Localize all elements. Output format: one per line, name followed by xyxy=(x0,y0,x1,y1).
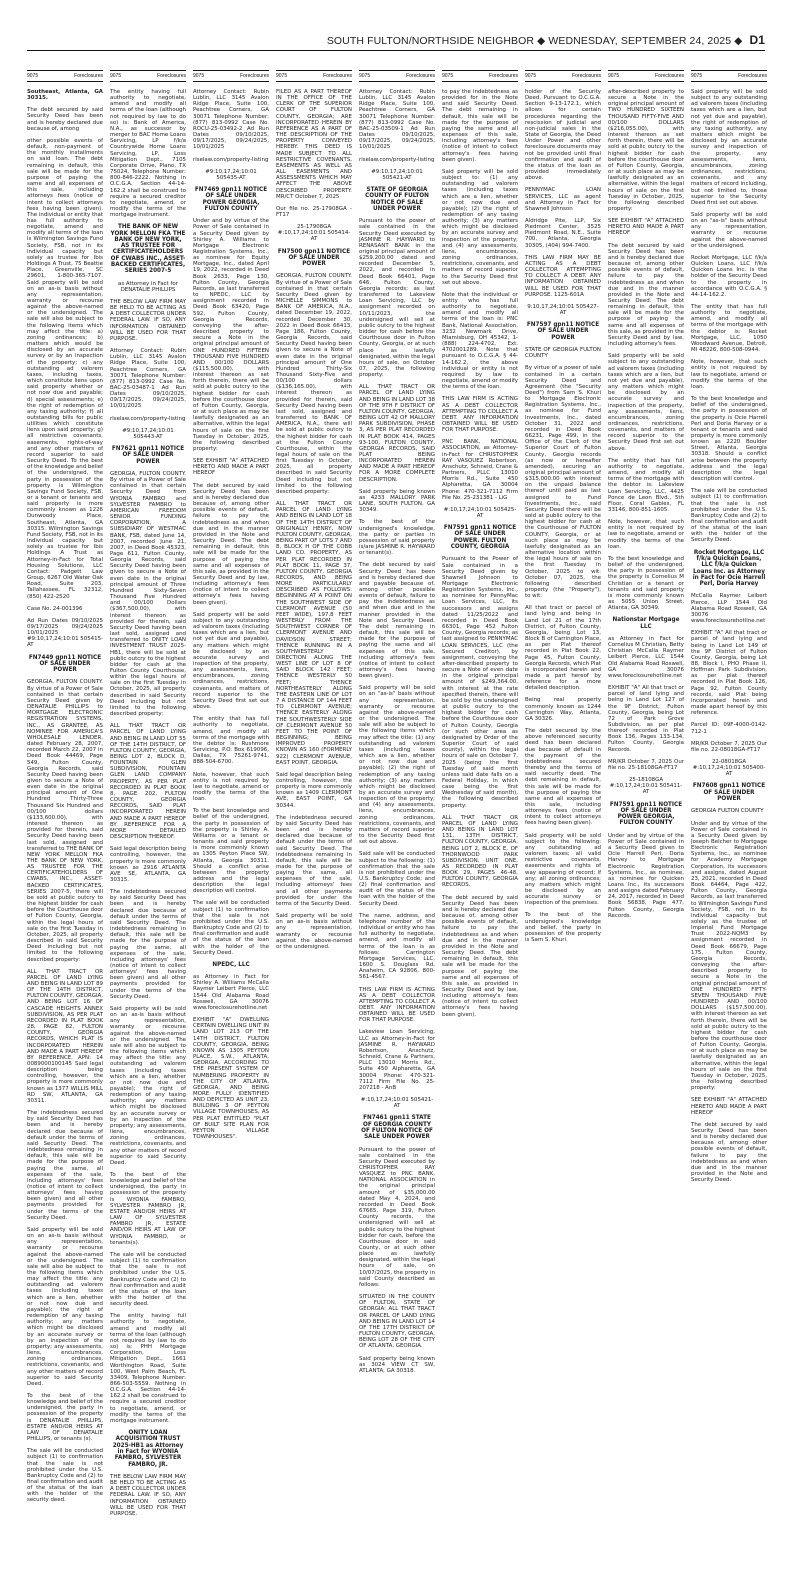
classified-category: Foreclosures xyxy=(157,73,186,79)
notice-paragraph: Note that the individual or entity who has full authority to negotiate, amend and modify all terms of the loan is: PNC Bank, National Association, 3232 Newmark Drive, Miamisburg, OH 45342, 1-(888) 224-4702, Ext. 4702001289. Note that pursuant to O.C.G.A. § 44-14-162.2, the above individual or entity is not required by law to negotiate, amend or modify the terms of the loan. xyxy=(442,291,518,391)
classified-category: Foreclosures xyxy=(572,73,601,79)
notice-heading: FN7461 gpn11 STATE OF GEORGIA COUNTY OF FULTON NOTICE OF SALE UNDER POWER xyxy=(361,1115,433,1141)
notice-paragraph: ALL THAT TRACT OR PARCEL OF LAND LYING AND BEING IN LAND LOT 131, 13TH DISTRICT, FULTON COUNTY, GEORGIA, BEING LOT 2, BLOCK E, OF THORNWOOD PARK SUBDIVISION, UNIT ONE, AS RECORDED IN PLAT BOOK 29, PAGES 46-48, FULTON COUNTY, GEORGIA RECORDS. xyxy=(442,814,518,889)
notice-paragraph: SEE EXHIBIT "A" ATTACHED HERETO AND MADE A PART HEREOF xyxy=(691,1097,767,1116)
notice-paragraph: Said property will be sold on an "as-is" basis without any representation, warranty or recourse against the above-named or the undersigned. The sale will also be subject to the following items which may affect the title: (1) any outstanding ad valorem taxes (including taxes which are a lien, whether or not now due and payable); (2) the right of redemption of any taxing authority; (3) any matters which might be disclosed by an accurate survey and inspection of the property; and (4) any assessments, liens, encumbrances, zoning ordinances, restrictions, covenants, and matters of record superior to the Security Deed first set out above. xyxy=(359,685,435,846)
notice-paragraph: EXHIBIT "A" All that tract or parcel of land lying and being in Land Lot 127 of the 9F District, Fulton County, Georgia, being Lot 72 of Park Grove Subdivision, as per plat thereof recorded in Plat Book 136, Pages 133-134, Fulton County, Georgia Records. xyxy=(608,685,684,753)
classified-code: 9075 xyxy=(276,73,288,79)
column-header xyxy=(691,70,767,82)
notice-paragraph: PENNYMAC LOAN SERVICES, LLC as agent and Attorney in Fact for Shawnell Johnson xyxy=(525,187,601,212)
notice-paragraph: To the best of the knowledge and belief of the undersigned, the party in possession of the property is WYONIA FAMBRO, SYLVESTER FAMBRO JR, ESTATE AND/OR HEIRS AT LAW OF SYLVESTER FAMBRO JR, ESTATE AND/OR HEIRS AT LAW OF WYONIA FAMBRO, or tenants(s). xyxy=(110,1172,186,1246)
notice-paragraph: as Attorney in Fact for DENATALIE PHILLIPS xyxy=(118,280,178,293)
classified-code: 9075 xyxy=(525,73,537,79)
notice-paragraph: 9:10,17,24;10:01 505427-AT xyxy=(527,303,599,316)
classified-code: 9075 xyxy=(691,73,703,79)
notice-heading: FN7591 gpn11 NOTICE OF SALE UNDER POWER GEORGIA, FULTON COUNTY xyxy=(609,801,683,827)
notice-paragraph: 25-17908GA #:10,17,24;10:01 505414-AT xyxy=(277,224,351,243)
notice-paragraph: SEE EXHIBIT "A" ATTACHED HERETO AND MADE A PART HEREOF xyxy=(608,218,684,237)
notice-paragraph: To the best knowledge and belief of the undersigned, the party in possession of the property is Cornelius M Christian or a tenant or tenants and said property is more commonly known as 5055 Union Street, Atlanta, GA 30349. xyxy=(608,555,684,612)
notice-paragraph: Attorney Contact: Rubin Lublin, LLC 3145 Avalon Ridge Place, Suite 100, Peachtree Corners, GA 30071 Telephone Number: (877) 813-0992 Case No. BAC-25-03509-1 Ad Run Dates 09/10/2025, 09/17/2025, 09/24/2025, 10/01/2025 xyxy=(359,89,435,151)
notice-paragraph: THE BELOW LAW FIRM MAY BE HELD TO BE ACTING AS A DEBT COLLECTOR UNDER FEDERAL LAW. IF SO, ANY INFORMATION OBTAINED WILL BE USED FOR THAT PURPOSE. xyxy=(110,298,186,342)
notice-paragraph: THIS LAW FIRM MAY BE ACTING AS A DEBT COLLECTOR ATTEMPTING TO COLLECT A DEBT. ANY INFORMATION OBTAINED WILL BE USED FOR THAT PURPOSE. 1125-601A xyxy=(525,254,601,298)
notice-paragraph: #9:10,17,24;10:01 505421-AT xyxy=(371,168,423,181)
notice-paragraph: The sale will be conducted subject (1) to confirmation that the sale is not prohibited under the U.S. Bankruptcy Code and (2) to final confirmation and audit of the status of the loan with the holder of the Security Deed. xyxy=(193,900,269,956)
notice-heading: FN7469 gpn11 NOTICE OF SALE UNDER POWER GEORGIA, FULTON COUNTY xyxy=(194,187,268,212)
notice-paragraph: as Attorney in Fact for Shirley A. Williams McCalla Raymer Leibert Pierce, LLC 1544 Old Alabama Road Roswell, GA 30076 www.foreclosurehotline.net xyxy=(193,974,269,1011)
notice-paragraph: #:10,17,24;10:01 505425-AT xyxy=(443,506,517,519)
notice-paragraph: Said property will be sold on an as-is basis without any representation, warranty or recourse against the above-named or the undersigned. xyxy=(276,913,352,950)
issue-date: WEDNESDAY, SEPTEMBER 24, 2025 xyxy=(548,35,732,47)
notice-paragraph: as Attorney in Fact for Cornelius M Christian, Betty Christian McCalla Raymer Leibert Pierce, LLC 1544 Old Alabama Road Roswell, GA 30076 www.foreclosurehotline.net xyxy=(608,635,684,679)
notice-paragraph: Said property being known as 4233 MALLORY PARK LANE, SOUTH FULTON, GA 30349. xyxy=(359,488,435,514)
notice-paragraph: Rocket Mortgage, LLC f/k/a Quicken Loans, LLC f/k/a Quicken Loans Inc. is the holder of the Security Deed to the property in accordance with O.C.G.A. § 44-14-162.2. xyxy=(691,254,767,298)
notice-column xyxy=(691,70,767,1576)
notice-heading: Nationstar Mortgage LLC xyxy=(612,617,680,630)
notice-paragraph: Said property will be sold on an as-is basis without any representation, warranty or recourse against the above-named or the undersigned. The sale will also be subject to the following items which may affect the title: any outstanding ad valorem taxes (including taxes which are a lien, whether or not now due and payable); the right of redemption of any taxing authority; any matters which might be disclosed by an accurate survey or by an inspection of the property; any assessments, liens, encumbrances, zoning ordinances, restrictions, covenants, and any other matters of record superior to said Security Deed. xyxy=(27,1226,103,1387)
notice-paragraph: Said legal description being controlling, however, the property is more commonly known as 1409 CLERMONT AVE, EAST POINT, GA 30344. xyxy=(276,771,352,809)
column-header xyxy=(442,70,518,82)
column-header xyxy=(276,70,352,82)
notice-paragraph: Said legal description being controlling, however, the property is more commonly known as 2916 ATLANTA AVE SE, ATLANTA, GA 30315. xyxy=(110,846,186,883)
notice-paragraph: The indebtedness secured by said Security Deed has been and is hereby declared due because of default under the terms of said Security Deed. The indebtedness remaining in default, this sale will be made for the purpose of paying the same, all expenses of the sale, including attorneys' fees and all other payments provided for under the terms of the Security Deed. xyxy=(276,814,352,907)
notice-paragraph: rlselaw.com/property-listing xyxy=(110,415,186,422)
notice-column xyxy=(525,70,601,1576)
notice-column xyxy=(27,70,103,1576)
notice-paragraph: The sale will be conducted subject (1) to confirmation that the sale is not prohibited under the U.S. Bankruptcy Code and (2) to final confirmation and audit of the status of the loan with the holder of the Security Deed. xyxy=(691,488,767,544)
column-header xyxy=(359,70,435,82)
page-number: D1 xyxy=(749,33,765,47)
notice-paragraph: STATE OF GEORGIA FULTON COUNTY xyxy=(525,347,601,360)
notice-paragraph: Note, however, that such entity is not required by law to negotiate, amend or modify the terms of the loan. xyxy=(691,359,767,390)
notice-paragraph: Said property will be sold on an "as-is" basis without any representation, warranty or recourse against the above-named or the undersigned. xyxy=(691,211,767,249)
column-header xyxy=(110,70,186,82)
notice-heading: FN7591 gpn11 NOTICE OF SALE UNDER POWER. FULTON COUNTY, GEORGIA xyxy=(443,525,517,551)
notice-paragraph: The entity having full authority to negotiate, amend and modify all terms of the loan (although not required by law to do so) is: Bank of America, N.A., as successor by merger to BAC Home Loans Servicing, LP f/k/a Countrywide Home Loans Servicing, LP, Loss Mitigation Dept., 7105 Corporate Drive, Plano, TX 75024, Telephone Number: 800-846-2222. Nothing in O.C.G.A. Section 44-14-162.2 shall be construed to require a secured creditor to negotiate, amend, or modify the terms of the mortgage instrument. xyxy=(110,89,186,219)
notice-heading: STATE OF GEORGIA COUNTY OF FULTON NOTICE OF SALE UNDER POWER xyxy=(365,187,429,212)
notice-paragraph: Our file no. 25-17908GA - FT17 xyxy=(276,205,352,218)
notice-paragraph: Southeast, Atlanta, GA 30315. xyxy=(27,89,103,102)
notice-paragraph: EXHIBIT "A" All that tract or parcel of land lying and being in Land Lot 149 of the 9F District of Fulton County, Georgia, being Lot 88, Block I, PHO Phase II, Hoffman Park Subdivision, as per plat thereof recorded in Plat Book 126, Page 92, Fulton County records, said Plat being incorporated herein and made apart hereof by this reference. xyxy=(691,630,767,717)
notice-paragraph: Said property will be sold subject to the following: any outstanding ad valorem taxes; all valid restrictive covenants, easements and rights of way appearing of record; if any; all zoning ordinances; any matters which might be disclosed by an accurate survey or inspection of the premises. xyxy=(525,832,601,907)
legal-notices-columns xyxy=(27,70,765,1576)
notice-paragraph: ALL THAT TRACT OR PARCEL OF LAND LYING AND BEING IN LAND LOT 38 OF THE 9TH F DISTRICT OF FULTON COUNTY, GEORGIA, BEING LOT 42 OF MALLORY PARK SUBDIVISION, PHASE 3, AS PER PLAT RECORDED IN PLAT BOOK 414, PAGES 93-100, FULTON COUNTY, GEORGIA RECORDS, SAID PLAT BEING INCORPORATED HEREIN AND MADE A PART HEREOF FOR A MORE COMPLETE DESCRIPTION. xyxy=(359,384,435,483)
notice-paragraph: Said property will be sold on an as-is basis without any representation, warranty or recourse against the above-named or the undersigned. The sale will also be subject to the following items which may affect the title: any outstanding ad valorem taxes (including taxes which are a lien, whether or not now due and payable); the right of redemption of any taxing authority; any matters which might be disclosed by an accurate survey or by an inspection of the property; any assessments, liens, encumbrances, zoning ordinances, restrictions, covenants, and any other matters of record superior to said Security Deed. xyxy=(110,1005,186,1166)
classified-code: 9075 xyxy=(608,73,620,79)
notice-heading: FN7449 gpn11 NOTICE OF SALE UNDER POWER xyxy=(28,654,102,674)
notice-paragraph: PNC BANK, NATIONAL ASSOCIATION, as Attorney-in-Fact for CHRISTOPHER RAY VASQUEZ Robertson, Anschutz, Schneid, Crane & Partners, PLLC 13010 Morris Rd., Suite 450 Alpharetta, GA 30004 Phone: 470-321-7112 Firm File No. 25-231381 - LiG xyxy=(442,439,518,501)
notice-paragraph: The debt secured by said Security Deed has been and is hereby declared due because of, among other possible events of default, failure to pay the indebtedness as and when due and in the manner provided in the Note and Security Deed. The debt remaining in default, this sale will be made for the purpose of paying the same and all expenses of this sale, as provided in the Security Deed and by law, including attorney's fees (notice of intent to collect attorney's fees having been given). xyxy=(193,482,269,606)
notice-paragraph: MR/KR October 7, 2025 Our file no. 22-08018GA-FT17 xyxy=(691,740,767,753)
notice-paragraph: to pay the indebtedness as provided for in the Note and said Security Deed. The debt remaining in default, this sale will be made for the purpose of paying the same and all expenses of this sale, including attorney's fees (notice of intent to collect attorney's fees having been given). xyxy=(442,89,518,163)
notice-paragraph: Pursuant to the power of sale contained in the Security Deed executed by JASMINE R. HAYWARD to RENASANT BANK in the original principal amount of $259,200.00 dated and recorded December 5, 2022, and recorded in Deed Book 66401, Page 646, Fulton County, Georgia records; as last transferred to Lakeview Loan Servicing, LLC by assignment recorded on 10/11/2023, the undersigned will sell at public outcry to the highest bidder for cash before the Courthouse door in Fulton County, Georgia, or at such place as lawfully designated, within the legal hours of sale, on October 07, 2025, the following property: xyxy=(359,218,435,379)
notice-paragraph: The debt secured by said Security Deed has been and is hereby declared due and payable because of, among other possible events of default, failure to pay the indebtedness as and when due and in the manner provided in the Note and Security Deed. The debt remaining in default, this sale will be made for the purpose of paying the same and all expenses of this sale, including attorney's fees (notice of intent to collect attorney's fees having been given). xyxy=(359,562,435,680)
notice-paragraph: SEE EXHIBIT "A" ATTACHED HERETO AND MADE A PART HEREOF xyxy=(193,458,269,477)
page-masthead xyxy=(27,28,765,51)
notice-paragraph: ALL THAT TRACT OR PARCEL OF LAND LYING AND BEING IN LAND LOT 18 OF THE 14TH DISTRICT OF ORIGINALLY HENRY, NOW FULTON COUNTY, GEORGIA, BEING PART OF LOTS 7 AND 8, BLOCK H OF THE COBB LAND CO. PROPERTY, AS PER PLAT RECORDED IN PLAT BOOK 11, PAGE 37, FULTON COUNTY, GEORGIA RECORDS, AND BEING MORE PARTICULARLY DESCRIBED AS FOLLOWS: BEGINNING AT A POINT ON THE SOUTHWEST SIDE OF CLERMONT AVENUE (50 FEET WIDE), 197.8 FEET WESTERLY FROM THE SOUTHWEST CORNER OF CLERMONT AVENUE AND DAVIDSON STREET; THENCE RUNNING IN A SOUTHWESTERLY DIRECTION ALONG THE WEST LINE OF LOT 8 OF SAID BLOCK 142 FEET; THENCE WESTERLY 50 FEET; THENCE NORTHEASTERLY ALONG THE EASTERN LINE OF LOT 7 A DISTANCE OF 144 FEET TO CLERMONT AVENUE; THENCE EASTERLY ALONG THE SOUTHWESTERLY SIDE OF CLERMONT AVENUE 50 FEET TO THE POINT OF BEGINNING; BEING IMPROVED PROPERTY KNOWN AS 160 (FORMERLY 922) CLERMONT AVENUE, EAST POINT, GEORGIA. xyxy=(276,501,352,766)
notice-paragraph: Said property will be sold subject to any outstanding ad valorem taxes (including taxes which are a lien, but not yet due and payable), any matters which might be disclosed by an accurate survey and inspection of the property, any assessments, liens, encumbrances, zoning ordinances, restrictions, covenants, and matters of record superior to the Security Deed first set out above. xyxy=(608,353,684,452)
notice-paragraph: The debt secured by said Security Deed has been and is hereby declared due because of, among other possible events of default, failure to pay the indebtedness as and when due and in the manner provided in the Note and Security Deed. The debt remaining in default, this sale will be made for the purpose of paying the same and all expenses of this sale, as provided in Security Deed and by law, including attorney's fees (notice of intent to collect attorney's fees having been given). xyxy=(442,894,518,1018)
notice-paragraph: Ad Run Dates 09/10/2025 09/17/2025 09/24/2025 10/01/2025 #9:10,17,24;10:01 505415-AT xyxy=(27,617,103,649)
classified-code: 9075 xyxy=(27,73,39,79)
notice-paragraph: The indebtedness secured by said Security Deed has been and is hereby declared due because of default under the terms of said Security Deed. The indebtedness remaining in default, this sale will be made for the purpose of paying the same, all expenses of the sale, including attorneys' fees (notice of intent to collect attorneys' fees having been given) and all other payments provided for under the terms of the Security Deed. xyxy=(27,1110,103,1221)
notice-paragraph: Said property will be sold subject to: (1) any outstanding ad valorem taxes (including taxes which are a lien, whether or not now due and payable); (2) the right of redemption of any taxing authority; (3) any matters which might be disclosed by an accurate survey and inspection of the property; and (4) any assessments, liens, encumbrances, zoning ordinances, restrictions, covenants, and matters of record superior to the Security Deed first set out above. xyxy=(442,168,518,286)
classified-code: 9075 xyxy=(442,73,454,79)
notice-paragraph: By virtue of a power of sale contained in a certain Security Deed and Agreement (the "Security Deed") from Sam S. Khuri to Mortgage Electronic Registration Systems, Inc., as nominee for Fund Investments, Inc., dated October 31, 2022 and recorded in Deed Book 66231, Page 499, in the Office of the Clerk of the Superior Court of Fulton County, Georgia records (as now or hereafter amended), securing an original principal amount of $315,000.00 with interest on the unpaid balance thereof until paid as last assigned to Fund Investments, Inc., said Security Deed there will be sold at public outcry to the highest bidder for cash at the Courthouse of FULTON COUNTY, Georgia, or at such place as may be lawfully designated as an alternative location within the legal hours of sale on the first Tuesday in October, 2025 to wit: October 07, 2025, the following described property (the "Property"), to wit: xyxy=(525,365,601,600)
notice-column xyxy=(442,70,518,1576)
notice-paragraph: To the best of the knowledge and belief of the undersigned, the party in possession of the property is DENATALIE PHILLIPS, ESTATE AND/OR HEIRS AT LAW OF DENATALIE PHILLIPS, or tenants (s). xyxy=(27,1392,103,1443)
notice-paragraph: 22-08018GA #:10,17,24;10:01 505400-AT xyxy=(692,759,766,778)
notice-paragraph: All that tract or parcel of land lying and being in Land Lot 21 of the 17th District, of Fulton County, Georgia, being Lot 13, Block B of Carrington Place, as per Plat thereof recorded in Plat Book 22, Page 45, Fulton County, Georgia Records, which Plat is incorporated herein and made a part hereof by reference for a more detailed description. xyxy=(525,605,601,692)
notice-paragraph: GEORGIA, FULTON COUNTY. By virtue of a Power of Sale contained in that certain Security Deed given by DENATALIE PHILLIPS to MORTGAGE ELECTRONIC REGISTRATION SYSTEMS, INC., AS GRANTEE, AS NOMINEE FOR AMERICA'S WHOLESALE LENDER, dated February 28, 2007, recorded March 22, 2007 in Deed Book 44469, Page 549, Fulton County, Georgia Records, said Security Deed having been given to secure a Note of even date in the original principal amount of One Hundred Thirty-Three Thousand Six Hundred and 00/100 dollars ($133,600.00), with interest thereon as provided for therein, said Security Deed having been last sold, assigned and transferred to THE BANK OF NEW YORK MELLON FKA THE BANK OF NEW YORK, AS TRUSTEE FOR THE CERTIFICATEHOLDERS OF CWABS, INC., ASSET-BACKED CERTIFICATES, SERIES 2007-5, there will be sold at public outcry to the highest bidder for cash before the Courthouse door of Fulton County, Georgia, within the legal hours of sale on the first Tuesday in October, 2025, all property described in said Security Deed including but not limited to the following described property: xyxy=(27,679,103,963)
notice-paragraph: Note, however, that such entity is not required by law to negotiate, amend or modify the terms of the loan. xyxy=(608,519,684,550)
notice-paragraph: Note, however, that such entity is not required by law to negotiate, amend or modify the terms of the loan. xyxy=(193,771,269,803)
notice-paragraph: ALL THAT TRACT OR PARCEL OF LAND LYING AND BEING IN LAND LOT 89 OF THE 14TH DISTRICT, FULTON COUNTY, GEORGIA, AND BEING LOT 16 OF CASCADE HEIGHTS ANNEX SUBDIVISION, AS PER PLAT RECORDED IN PLAT BOOK 28, PAGE 82, FULTON COUNTY, GEORGIA RECORDS, WHICH PLAT IS INCORPORATED HEREIN AND MADE A PART HEREOF BY REFERENCE. APN: 14 0089000100145 Said legal description being controlling, however, the property is more commonly known as 1377 WILLIS MILL RD SW, ATLANTA, GA 30311. xyxy=(27,968,103,1104)
separator-diamond-icon: ◆ xyxy=(734,35,743,47)
column-header xyxy=(27,70,103,82)
notice-heading: FN7621 gpn11 NOTICE OF SALE UNDER POWER xyxy=(111,446,185,465)
masthead-line xyxy=(327,33,765,47)
publication-name: SOUTH FULTON/NORTHSIDE NEIGHBOR xyxy=(326,35,535,47)
notice-paragraph: THIS LAW FIRM IS ACTING AS A DEBT COLLECTOR ATTEMPTING TO COLLECT A DEBT. ANY INFORMATION OBTAINED WILL BE USED FOR THAT PURPOSE. xyxy=(359,986,435,1024)
notice-paragraph: The debt secured by said Security Deed has been and is hereby declared due because of, among xyxy=(27,107,103,132)
classified-category: Foreclosures xyxy=(323,73,352,79)
notice-paragraph: To the best knowledge and belief of the undersigned, the party in possession of the property is Ocie Harrell Perl and Doria Harvey or a tenant or tenants and said property is more commonly known as 2220 Boulder Street, Atlanta, Georgia 30318. Should a conflict arise between the property address and the legal description the legal description will control. xyxy=(691,396,767,483)
classified-category: Foreclosures xyxy=(406,73,435,79)
notice-paragraph: The entity having full authority to negotiate, amend and modify all terms of the loan (although not required by law to do so) is: PHH Mortgage Corporation, Loss Mitigation Dept., 1661 Worthington Road, Suite 100, West Palm Beach, FL 33409, Telephone Number: 866-503-5559. Nothing in O.C.G.A. Section 44-14-162.2 shall be construed to require a secured creditor to negotiate, amend, or modify the terms of the mortgage instrument. xyxy=(110,1313,186,1424)
notice-column xyxy=(110,70,186,1576)
notice-paragraph: The sale will be conducted subject (1) to confirmation that the sale is not prohibited under the U.S. Bankruptcy Code and (2) to final confirmation and audit of the status of the loan with the holder of the security deed. xyxy=(27,1448,103,1504)
notice-column xyxy=(276,70,352,1576)
notice-column xyxy=(359,70,435,1576)
notice-paragraph: Under and by virtue of the Power of Sale contained in a Security Deed given to Ocie Harrell Perl, Doria Harvey to Mortgage Electronic Registration Systems, Inc., as nominee, as nominee for Quicken Loans Inc., its successors and assigns dated February 24, 2017, recorded in Deed Book 56838, Page 477, Fulton County, Georgia Records. xyxy=(608,832,684,919)
classified-category: Foreclosures xyxy=(489,73,518,79)
notice-paragraph: rlselaw.com/property-listing xyxy=(359,156,435,163)
column-header xyxy=(193,70,269,82)
notice-paragraph: Attorney Contact: Rubin Lublin, LLC 3145 Avalon Ridge Place, Suite 100, Peachtree Corners, GA 30071 Telephone Number: (877) 813-0992 Case No. ROCU-25-03492-2 Ad Run Dates 09/10/2025, 09/17/2025, 09/24/2025, 10/01/2025 xyxy=(193,89,269,151)
notice-paragraph: THIS LAW FIRM IS ACTING AS A DEBT COLLECTOR ATTEMPTING TO COLLECT A DEBT. ANY INFORMATION OBTAINED WILL BE USED FOR THAT PURPOSE. xyxy=(442,396,518,434)
notice-heading: NPEDC, LLC xyxy=(212,961,250,968)
notice-paragraph: Lakeview Loan Servicing, LLC as Attorney-in-Fact for JASMINE R. HAYWARD Robertson, Anschutz, Schneid, Crane & Partners, PLLC 13010 Morris Rd., Suite 450 Alpharetta, GA 30004 Phone: 470-321-7112 Firm File No. 25-207218 - AnB xyxy=(359,1029,435,1091)
notice-paragraph: Said property will be sold subject to any outstanding ad valorem taxes (including taxes which are a lien, but not yet due and payable), any matters which might be disclosed by an accurate survey and inspection of the property, any assessments, liens, encumbrances, zoning ordinances, restrictions, covenants, and matters of record superior to the Security Deed first set out above. xyxy=(193,611,269,711)
notice-paragraph: #9:10,17,24;10:01 505443-AT xyxy=(122,427,174,440)
notice-column xyxy=(193,70,269,1576)
notice-paragraph: Under and by virtue of the Power of Sale contained in a Security Deed given by Joseph Belcher to Mortgage Electronic Registration Systems, Inc., as nominee for Academy Mortgage Corporation, its successors and assigns, dated August 23, 2021, recorded in Deed Book 64464, Page 422, Fulton County, Georgia Records, as last transferred to Wilmington Savings Fund Society, FSB, not in its individual capacity but solely as the trustee of Imperial Fund Mortgage Trust 2022-NQM3 by assignment recorded in Deed Book 66679, Page 175, Fulton County, Georgia Records, conveying the after-described property to secure a Note in the original principal amount of ONE HUNDRED FIFTY-SEVEN THOUSAND FIVE HUNDRED AND 00/100 DOLLARS ($157,500.00), with interest thereon as set forth therein, there will be sold at public outcry to the highest bidder for cash before the courthouse door of Fulton County, Georgia, or at such place as may be lawfully designated as an alternative, within the legal hours of sale on the first Tuesday in October, 2025, the following described property: xyxy=(691,820,767,1092)
notice-paragraph: GEORGIA FULTON COUNTY xyxy=(691,808,764,815)
notice-paragraph: FILED AS A PART THEREOF IN THE OFFICE OF THE CLERK OF THE SUPERIOR COURT OF FULTON COUNTY, GEORGIA; ARE INCORPORATED HEREIN BY REFERENCE AS A PART OF THE DESCRIPTION OF THE PROPERTY CONVEYED HEREBY. THIS DEED IS MADE SUBJECT TO ALL RESTRICTIVE COVENANTS, EASEMENTS AS WELL AS ALL EASEMENTS AND ASSESSMENTS WHICH MAY AFFECT THE ABOVE DESCRIBED PROPERTY. MR/CT October 7, 2025 xyxy=(276,89,352,200)
notice-paragraph: The name, address, and telephone number of the individual or entity who has full authority to negotiate, amend, and modify all terms of the loan is as follows: Carrington Mortgage Services, LLC, 1600 S. Douglass Rd, Anaheim, CA 92806, 800-561-4567. xyxy=(359,912,435,981)
notice-paragraph: Case No. 24-001396 xyxy=(27,605,83,612)
notice-paragraph: Pursuant to the Power of Sale contained in a Security Deed given by Shawnell Johnson to Mortgage Electronic Registration Systems, Inc., as nominee for PennyMac Loan Services, LLC, its successors and assigns dated 11/25/2022 and recorded in Deed Book 66301, Page 452 Fulton County, Georgia records; as last assigned to PENNYMAC LOAN SERVICES, LLC (the Secured Creditor), by assignment, conveying the after-described property to secure a Note of even date in the original principal amount of $249,364.00, with interest at the rate specified therein, there will be sold by the undersigned at public outcry to the highest bidder for cash before the Courthouse door of Fulton County, Georgia (or such other area as designated by Order of the Superior Court of said county), within the legal hours of sale on October 7, 2025 (being the first Tuesday of said month unless said date falls on a Federal Holiday, in which case being the first Wednesday of said month), the following described property: xyxy=(442,556,518,809)
notice-paragraph: The indebtedness secured by said Security Deed has been and is hereby declared due because of default under the terms of said Security Deed. The indebtedness remaining in default, this sale will be made for the purpose of paying the same, all expenses of the sale, including attorneys' fees (notice of intent to collect attorneys' fees having been given) and all other payments provided for under the terms of the Security Deed. xyxy=(110,889,186,1000)
classified-category: Foreclosures xyxy=(655,73,684,79)
classified-code: 9075 xyxy=(359,73,371,79)
separator-diamond-icon: ◆ xyxy=(537,35,546,47)
notice-paragraph: Said property being known as 3024 VIEW CT SW, ATLANTA, GA 30318. xyxy=(359,1355,435,1374)
notice-heading: FN7608 gpn11 NOTICE OF SALE UNDER POWER xyxy=(692,783,766,803)
notice-paragraph: To the best knowledge and belief of the undersigned, the party in possession of the property is Shirley A. Williams or a tenant or tenants and said property is more commonly known as 1305 Peyton Place SW, Atlanta, Georgia 30311. Should a conflict arise between the property address and the legal description the legal description will control. xyxy=(193,808,269,895)
classified-category: Foreclosures xyxy=(738,73,767,79)
notice-paragraph: The entity that has full authority to negotiate, amend, and modify all terms of the mortgage with the debtor is: Rushmore Servicing, P.O. Box 619096, Dallas, TX 75261-9741, 888-504-6700. xyxy=(193,716,269,766)
notice-heading: THE BANK OF NEW YORK MELLON FKA THE BANK OF NEW YORK, AS TRUSTEE FOR CERTIFICATEHOLDERS OF CWABS INC., ASSET-BACKED CERTIFICATES, SERIES 2007-5 xyxy=(110,224,186,275)
notice-paragraph: Said property will be sold subject to any outstanding ad valorem taxes (including taxes which are a lien, but not yet due and payable), the right of redemption of any taxing authority, any matters which might be disclosed by an accurate survey and inspection of the property, any assessments, liens, encumbrances, zoning ordinances, restrictions, covenants, and any matters of record including, but not limited to, those superior to the Security Deed first set out above. xyxy=(691,89,767,206)
notice-paragraph: ALL THAT TRACT OR PARCEL OF LAND LYING AND BEING IN LAND LOT 55 OF THE 14TH DISTRICT, OF FULTON COUNTY, GEORGIA, BEING LOT 2, BLOCK D, FOUNTAIN GLEN SUBDIVISION, FOUNTAIN GLEN LAND COMPANY PROPERTY, AS PER PLAT RECORDED IN PLAT BOOK 8, PAGE 202, FULTON COUNTY, GEORGIA RECORDS, SAID PLAT INCORPORATED HEREIN AND MADE A PART HEREOF BY REFERENCE FOR A MORE DETAILED DESCRIPTION THEREOF. xyxy=(110,723,186,841)
notice-heading: FN7500 gpn11 NOTICE OF SALE UNDER POWER xyxy=(277,248,351,268)
notice-paragraph: other possible events of default, non-payment of the monthly installments on said loan. The debt remaining in default, this sale will be made for the purpose of paying the same and all expenses of this sale, including attorneys fees (notice of intent to collect attorneys fees having been given). The individual or entity that has full authority to negotiate, amend and modify all terms of the loan is Wilmington Savings Fund Society, FSB, not in its individual capacity but solely as trustee for Ibis Holdings A Trust, 75 Beattie Place, Greenville, SC 29601, 1-800-365-7107. Said property will be sold on an as-is basis without any representation, warranty or recourse against the above-named or the undersigned. The sale will also be subject to the following items which may affect the title: a) zoning ordinances; b) matters which would be disclosed by an accurate survey or by an inspection of the property; c) any outstanding ad valorem taxes, including taxes, which constitute liens upon said property whether or not now due and payable; d) special assessments; e) the right of redemption of any taxing authority; f) all outstanding bills for public utilities which constitute liens upon said property; g) all restrictive covenants, easements, rights-of-way and any other matters of record superior to said Security Deed. To the best of the knowledge and belief of the undersigned, the party in possession of the property is Wilmington Savings Fund Society, FSB, or a tenant or tenants and said property is more commonly known as 1226 Dunwoody Place, Southeast, Atlanta, GA 30315. Wilmington Savings Fund Society, FSB, not in its individual capacity but solely as trustee for Ibis Holdings A Trust as Attorney-in-Fact for Total Housing Solutions, LLC Contact: Padgett Law Group, 6267 Old Water Oak Road, Suite 203, Tallahassee, FL 32312, (850) 422-2520 xyxy=(27,137,103,600)
notice-paragraph: Being real property commonly known as 1244 Carrington Way, Atlanta, GA 30326. xyxy=(525,697,601,722)
notice-paragraph: #9:10,17,24;10:01 505435-AT xyxy=(205,168,257,181)
notice-paragraph: The debt secured by the above referenced security deed has been declared due because of default in the payment of the indebtedness secured thereby and the terms of said security deed. The debt remaining in default, this sale will be made for the purpose of paying the same and all expenses of this sale, including attorneys fees (notice of intent to collect attorneys fees having been given). xyxy=(525,728,601,827)
notice-heading: ONITY LOAN ACQUISITION TRUST 2025-HB1 as Attorney in Fact for WYONIA FAMBRO, SYLVESTER FAMBRO, JR. xyxy=(112,1430,184,1468)
classified-code: 9075 xyxy=(193,73,205,79)
notice-paragraph: Said sale will be conducted subject to the following: (1) confirmation that the sale is not prohibited under the U.S. Bankruptcy Code; and (2) final confirmation and audit of the status of the loan with the holder of the Security Deed. xyxy=(359,851,435,907)
notice-paragraph: MR/KR October 7, 2025 Our file no. 25-18108GA-FT17 xyxy=(608,758,684,771)
notice-paragraph: Pursuant to the power of sale contained in the Security Deed executed by CHRISTOPHER RAY VASQUEZ to PNC BANK, NATIONAL ASSOCIATION in the original principal amount of $35,000.00 dated May 4, 2024, and recorded in Deed Book 67665, Page 319, Fulton County records, the undersigned will sell at public outcry to the highest bidder for cash, before the Courthouse door in said County, or at such other place as lawfully designated, within the legal hours of sale, on 10/07/2025, the property in said County described as follows: xyxy=(359,1146,435,1288)
notice-paragraph: GEORGIA, FULTON COUNTY. By virtue of a Power of Sale contained in that certain Security Deed given by MICHELLE SIMMONS to BANK OF AMERICA, N.A., dated December 19, 2022, recorded December 30, 2022 in Deed Book 66413, Page 186, Fulton County, Georgia Records, said Security Deed having been given to secure a Note of even date in the original principal amount of One Hundred Thirty-Six Thousand Sixty-Five and 00/100 dollars ($136,165.00), with interest thereon as provided for therein, said Security Deed having been last sold, assigned and transferred to BANK OF AMERICA, N.A., there will be sold at public outcry to the highest bidder for cash at the Fulton County Courthouse, within the legal hours of sale on the first Tuesday in October, 2025, all property described in said Security Deed including but not limited to the following described property: xyxy=(276,273,352,495)
notice-heading: FN7597 gpn11 NOTICE OF SALE UNDER POWER xyxy=(526,322,600,341)
notice-paragraph: The sale will be conducted subject (1) to confirmation that the sale is not prohibited under the U.S. Bankruptcy Code and (2) to final confirmation and audit of the status of the loan with the holder of the security deed. xyxy=(110,1251,186,1308)
notice-paragraph: Under and by virtue of the Power of Sale contained in a Security Deed given by Shirley A. Williams to Mortgage Electronic Registration Systems, Inc., as nominee for Equity Mortgage, Inc., dated April 19, 2022, recorded in Deed Book 2633, Page 130, Fulton County, Georgia Records, as last transferred to NPEDC, LLC by assignment recorded in Deed Book 63420, Page 592, Fulton County, Georgia Records, conveying the after-described property to secure a Note in the original principal amount of ONE HUNDRED FIFTEEN THOUSAND FIVE HUNDRED AND 00/100 DOLLARS ($115,500.00), with interest thereon as set forth therein, there will be sold at public outcry to the highest bidder for cash before the courthouse door of Fulton County, Georgia, or at such place as may be lawfully designated as an alternative, within the legal hours of sale on the first Tuesday in October, 2025, the following described property: xyxy=(193,218,269,452)
notice-paragraph: To the best of the undersigned's knowledge, the party or parties in possession of said property is/are JASMINE R. HAYWARD or tenant(s). xyxy=(359,519,435,557)
notice-paragraph: Aldridge Pite, LLP, Six Piedmont Center, 3525 Piedmont Road, N.E., Suite 700, Atlanta, Georgia 30305, (404) 994-7400. xyxy=(525,217,601,249)
notice-paragraph: THE BELOW LAW FIRM MAY BE HELD TO BE ACTING AS A DEBT COLLECTOR UNDER FEDERAL LAW. IF SO, ANY INFORMATION OBTAINED WILL BE USED FOR THAT PURPOSE. xyxy=(110,1473,186,1517)
notice-paragraph: 25-18108GA #:10,17,24;10:01 505411-AT xyxy=(609,777,683,796)
notice-paragraph: EXHIBIT "A" DWELLING CERTAIN DWELLING UNIT IN LAND LOT 213 OF THE 14TH DISTRICT, FULTON COUNTY, GEORGIA, BEING KNOWN AS 1305 PEYTON PLACE, S.W., ATLANTA, GEORGIA, ACCORDING TO THE PRESENT SYSTEM OF NUMBERING PROPERTY IN THE CITY OF ATLANTA, GEORGIA, AND BEING MORE FULLY IDENTIFIED AND DEPICTED AS UNIT 23, BUILDING 3 OF PEYTON VILLAGE TOWNHOUSES, AS PER PLAT ENTITLED "PLAT OF BUILT SITE PLAN FOR PEYTON VILLAGE TOWNHOUSES". xyxy=(193,1017,269,1141)
classified-category: Foreclosures xyxy=(74,73,103,79)
classified-category: Foreclosures xyxy=(240,73,269,79)
notice-paragraph: The entity that has full authority to negotiate, amend, and modify all terms of the mortgage with the debtor is: Lakeview Loan Servicing, LLC, 4425 Ponce de Leon Blvd., 5th Floor, Coral Gables, FL 33146, 800-851-1605. xyxy=(608,457,684,513)
notice-paragraph: The debt secured by said Security Deed has been and is hereby declared due because of, among other possible events of default, failure to pay the indebtedness as and when due and in the manner provided in the Note and Security Deed. xyxy=(691,1121,767,1184)
notice-column xyxy=(608,70,684,1576)
column-header xyxy=(608,70,684,82)
notice-paragraph: McCalla Raymer Leibert Pierce, LLP 1544 Old Alabama Road Roswell, GA 30076 www.foreclosurehotline.net xyxy=(691,593,767,625)
column-header xyxy=(525,70,601,82)
notice-paragraph: holder of the Security Deed. Pursuant to O.C.G.A. Section 9-13-172.1, which allows for certain procedures regarding the rescission of judicial and non-judicial sales in the State of Georgia, the Deed Under Power and other foreclosure documents may not be provided until final confirmation and audit of the status of the loan as provided immediately above. xyxy=(525,89,601,182)
notice-paragraph: GEORGIA, FULTON COUNTY. By virtue of a Power of Sale contained in that certain Security Deed from WYONIA FAMBRO and SYLVESTER FAMBRO to AMERICAN FREEDOM SENIOR FUNDING CORPORATION, A SUBSIDIARY OF WESTMAC BANK, FSB, dated June 14, 2007, recorded June 21, 2007, in Deed Book 45323, Page 611, Fulton County, Georgia Records, said Security Deed having been given to secure a Note of even date in the original principal amount of Three Hundred Sixty-Seven Thousand Five Hundred and 00/100 Dollars ($367,500.00), with interest thereon as provided for therein, said Security Deed having been last sold, assigned and transferred to ONITY LOAN INVESTMENT TRUST 2025-HB1, there will be sold at public outcry to the highest bidder for cash at the Fulton County Courthouse, within the legal hours of sale on the first Tuesday in October, 2025, all property described in said Security Deed including but not limited to the following described property: xyxy=(110,470,186,718)
notice-paragraph: after-described property to secure a Note in the original principal amount of TWO HUNDRED SIXTEEN THOUSAND FIFTY-FIVE AND 00/100 DOLLARS ($216,055.00), with interest thereon as set forth therein, there will be sold at public outcry to the highest bidder for cash before the courthouse door of Fulton County, Georgia, or at such place as may be lawfully designated as an alternative, within the legal hours of sale on the first Tuesday in October, 2025, the following described property: xyxy=(608,89,684,212)
notice-paragraph: Parcel ID: 09F-4000-0142-712-1 xyxy=(691,722,767,735)
notice-paragraph: To the best of the undersigned's knowledge and belief, the party in possession of the property is Sam S. Khuri. xyxy=(525,912,601,944)
notice-paragraph: The entity that has full authority to negotiate, amend, and modify all terms of the mortgage with the debtor is: Rocket Mortgage, LLC, 1050 Woodward Avenue, Detroit, MI 48226, 800-508-0944. xyxy=(691,304,767,354)
notice-heading: Rocket Mortgage, LLC f/k/a Quicken Loans, LLC f/k/a Quicken Loans Inc. as Attorney in Fact for Ocie Harrell Perl, Doria Harvey xyxy=(692,549,766,588)
notice-paragraph: SITUATED IN THE COUNTY OF FULTON, STATE OF GEORGIA: ALL THAT TRACT OR PARCEL OF LAND LYING AND BEING IN LAND LOT 14 OF THE 17TH DISTRICT OF FULTON COUNTY, GEORGIA, BEING LOT 28 OF THE CITY OF ATLANTA, GEORGIA. xyxy=(359,1294,435,1350)
notice-paragraph: rlselaw.com/property-listing xyxy=(193,156,269,163)
classified-code: 9075 xyxy=(110,73,122,79)
notice-paragraph: Attorney Contact: Rubin Lublin, LLC 3145 Avalon Ridge Place, Suite 100, Peachtree Corners, GA 30071 Telephone Number: (877) 813-0992 Case No. BAC-25-03487-1 Ad Run Dates 09/10/2025, 09/17/2025, 09/24/2025, 10/01/2025 xyxy=(110,348,186,410)
notice-paragraph: The debt secured by said Security Deed has been and is hereby declared due because of, among other possible events of default, failure to pay the indebtedness as and when due and in the manner provided in the Note and Security Deed. The debt remaining in default, this sale will be made for the purpose of paying the same and all expenses of this sale, as provided in the Security Deed and by law, including attorney's fees. xyxy=(608,242,684,348)
notice-paragraph: #:10,17,24;10:01 505421-AT xyxy=(360,1097,434,1110)
